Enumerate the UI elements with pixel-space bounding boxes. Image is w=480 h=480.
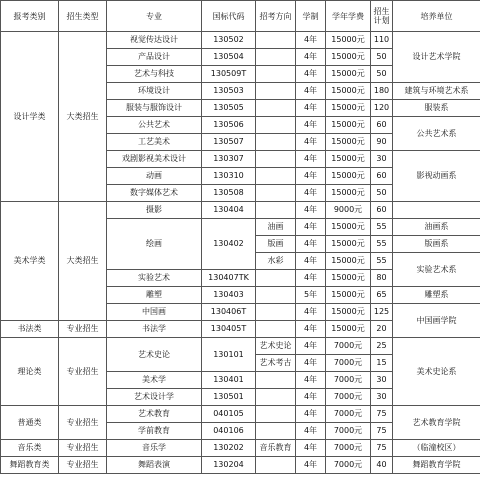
header-tuition: 学年学费 [326, 1, 371, 32]
direction-cell [256, 83, 296, 100]
tuition-cell: 15000元 [326, 287, 371, 304]
plan-cell: 60 [371, 117, 393, 134]
tuition-cell: 15000元 [326, 100, 371, 117]
direction-cell [256, 66, 296, 83]
major-cell: 美术学 [107, 372, 202, 389]
major-cell: 绘画 [107, 219, 202, 270]
tuition-cell: 7000元 [326, 372, 371, 389]
unit-cell: 服装系 [393, 100, 480, 117]
unit-cell: 实验艺术系 [393, 253, 480, 287]
tuition-cell: 15000元 [326, 321, 371, 338]
duration-cell: 4年 [296, 406, 326, 423]
plan-cell: 55 [371, 253, 393, 270]
code-cell: 130101 [202, 338, 256, 372]
plan-cell: 90 [371, 134, 393, 151]
plan-cell: 80 [371, 270, 393, 287]
enroll-type-cell: 专业招生 [59, 406, 107, 440]
code-cell: 130501 [202, 389, 256, 406]
plan-cell: 75 [371, 406, 393, 423]
direction-cell [256, 100, 296, 117]
plan-cell: 30 [371, 372, 393, 389]
enroll-type-cell: 专业招生 [59, 440, 107, 457]
tuition-cell: 7000元 [326, 338, 371, 355]
direction-cell [256, 185, 296, 202]
plan-cell: 180 [371, 83, 393, 100]
duration-cell: 4年 [296, 117, 326, 134]
major-cell: 戏剧影视美术设计 [107, 151, 202, 168]
plan-cell: 75 [371, 423, 393, 440]
code-cell: 130401 [202, 372, 256, 389]
duration-cell: 4年 [296, 66, 326, 83]
table-row [1, 457, 480, 474]
group-calligraphy: 书法类 [1, 321, 59, 338]
major-cell: 中国画 [107, 304, 202, 321]
direction-cell [256, 457, 296, 474]
group-dance: 舞蹈教育类 [1, 457, 59, 474]
direction-cell [256, 117, 296, 134]
code-cell: 130508 [202, 185, 256, 202]
tuition-cell: 9000元 [326, 202, 371, 219]
table-row [1, 32, 480, 49]
code-cell: 130509T [202, 66, 256, 83]
major-cell: 学前教育 [107, 423, 202, 440]
major-cell: 雕塑 [107, 287, 202, 304]
duration-cell: 4年 [296, 304, 326, 321]
tuition-cell: 15000元 [326, 151, 371, 168]
plan-cell: 110 [371, 32, 393, 49]
duration-cell: 4年 [296, 338, 326, 355]
plan-cell: 20 [371, 321, 393, 338]
major-cell: 动画 [107, 168, 202, 185]
header-category: 报考类别 [1, 1, 59, 32]
code-cell: 130504 [202, 49, 256, 66]
duration-cell: 4年 [296, 236, 326, 253]
code-cell: 130405T [202, 321, 256, 338]
plan-cell: 50 [371, 185, 393, 202]
plan-cell: 120 [371, 100, 393, 117]
table-row [1, 440, 480, 457]
enroll-type-cell: 大类招生 [59, 202, 107, 321]
direction-cell [256, 202, 296, 219]
tuition-cell: 15000元 [326, 270, 371, 287]
tuition-cell: 7000元 [326, 406, 371, 423]
code-cell: 130407TK [202, 270, 256, 287]
group-fine-arts: 美术学类 [1, 202, 59, 321]
plan-cell: 60 [371, 168, 393, 185]
major-cell: 实验艺术 [107, 270, 202, 287]
unit-cell: 影视动画系 [393, 151, 480, 202]
tuition-cell: 15000元 [326, 185, 371, 202]
plan-cell: 65 [371, 287, 393, 304]
tuition-cell: 15000元 [326, 219, 371, 236]
unit-cell: 公共艺术系 [393, 117, 480, 151]
code-cell: 040105 [202, 406, 256, 423]
group-general: 普通类 [1, 406, 59, 440]
duration-cell: 4年 [296, 32, 326, 49]
duration-cell: 4年 [296, 49, 326, 66]
plan-cell: 30 [371, 389, 393, 406]
unit-cell: 设计艺术学院 [393, 32, 480, 83]
table-row [1, 406, 480, 423]
code-cell: 130502 [202, 32, 256, 49]
unit-cell: 美术史论系 [393, 338, 480, 406]
plan-cell: 55 [371, 219, 393, 236]
duration-cell: 4年 [296, 355, 326, 372]
tuition-cell: 15000元 [326, 304, 371, 321]
group-music: 音乐类 [1, 440, 59, 457]
plan-cell: 30 [371, 151, 393, 168]
code-cell: 130505 [202, 100, 256, 117]
code-cell: 130503 [202, 83, 256, 100]
duration-cell: 4年 [296, 321, 326, 338]
header-code: 国标代码 [202, 1, 256, 32]
code-cell: 130507 [202, 134, 256, 151]
unit-cell: 中国画学院 [393, 304, 480, 338]
unit-cell [393, 202, 480, 219]
unit-cell: 油画系 [393, 219, 480, 236]
group-theory: 理论类 [1, 338, 59, 406]
header-major: 专业 [107, 1, 202, 32]
duration-cell: 4年 [296, 372, 326, 389]
table-row [1, 338, 480, 355]
major-cell: 视觉传达设计 [107, 32, 202, 49]
tuition-cell: 7000元 [326, 457, 371, 474]
tuition-cell: 15000元 [326, 134, 371, 151]
group-design: 设计学类 [1, 32, 59, 202]
major-cell: 数字媒体艺术 [107, 185, 202, 202]
major-cell: 公共艺术 [107, 117, 202, 134]
header-enroll-type: 招生类型 [59, 1, 107, 32]
code-cell: 130310 [202, 168, 256, 185]
enroll-type-cell: 大类招生 [59, 32, 107, 202]
header-duration: 学制 [296, 1, 326, 32]
tuition-cell: 15000元 [326, 49, 371, 66]
duration-cell: 4年 [296, 219, 326, 236]
code-cell: 130204 [202, 457, 256, 474]
tuition-cell: 15000元 [326, 253, 371, 270]
plan-cell: 25 [371, 338, 393, 355]
code-cell: 130202 [202, 440, 256, 457]
major-cell: 工艺美术 [107, 134, 202, 151]
enroll-type-cell: 专业招生 [59, 338, 107, 406]
tuition-cell: 15000元 [326, 32, 371, 49]
tuition-cell: 15000元 [326, 168, 371, 185]
direction-cell [256, 151, 296, 168]
direction-cell [256, 134, 296, 151]
code-cell: 130404 [202, 202, 256, 219]
direction-cell [256, 372, 296, 389]
duration-cell: 4年 [296, 202, 326, 219]
unit-cell: 版画系 [393, 236, 480, 253]
code-cell: 130506 [202, 117, 256, 134]
tuition-cell: 7000元 [326, 423, 371, 440]
direction-cell [256, 321, 296, 338]
header-row [1, 1, 480, 32]
direction-cell [256, 49, 296, 66]
plan-cell: 75 [371, 440, 393, 457]
direction-cell [256, 168, 296, 185]
plan-cell: 60 [371, 202, 393, 219]
duration-cell: 4年 [296, 423, 326, 440]
header-plan: 招生计划 [371, 1, 393, 32]
duration-cell: 5年 [296, 287, 326, 304]
duration-cell: 4年 [296, 389, 326, 406]
plan-cell: 50 [371, 49, 393, 66]
direction-cell: 版画 [256, 236, 296, 253]
major-cell: 艺术史论 [107, 338, 202, 372]
unit-cell: 建筑与环境艺术系 [393, 83, 480, 100]
direction-cell [256, 304, 296, 321]
major-cell: 艺术与科技 [107, 66, 202, 83]
major-cell: 音乐学 [107, 440, 202, 457]
plan-cell: 50 [371, 66, 393, 83]
major-cell: 舞蹈表演 [107, 457, 202, 474]
direction-cell: 艺术史论 [256, 338, 296, 355]
unit-cell: 舞蹈教育学院 [393, 457, 480, 474]
code-cell: 130406T [202, 304, 256, 321]
duration-cell: 4年 [296, 168, 326, 185]
direction-cell: 音乐教育 [256, 440, 296, 457]
major-cell: 艺术设计学 [107, 389, 202, 406]
tuition-cell: 7000元 [326, 389, 371, 406]
header-direction: 招考方向 [256, 1, 296, 32]
direction-cell [256, 287, 296, 304]
enroll-type-cell: 专业招生 [59, 321, 107, 338]
duration-cell: 4年 [296, 100, 326, 117]
direction-cell: 水彩 [256, 253, 296, 270]
unit-cell: 雕塑系 [393, 287, 480, 304]
enroll-type-cell: 专业招生 [59, 457, 107, 474]
plan-cell: 40 [371, 457, 393, 474]
duration-cell: 4年 [296, 151, 326, 168]
direction-cell: 油画 [256, 219, 296, 236]
plan-cell: 15 [371, 355, 393, 372]
direction-cell [256, 270, 296, 287]
tuition-cell: 7000元 [326, 355, 371, 372]
duration-cell: 4年 [296, 270, 326, 287]
duration-cell: 4年 [296, 83, 326, 100]
major-cell: 服装与服饰设计 [107, 100, 202, 117]
duration-cell: 4年 [296, 134, 326, 151]
duration-cell: 4年 [296, 440, 326, 457]
tuition-cell: 15000元 [326, 66, 371, 83]
code-cell: 130402 [202, 219, 256, 270]
major-cell: 摄影 [107, 202, 202, 219]
direction-cell [256, 32, 296, 49]
duration-cell: 4年 [296, 185, 326, 202]
direction-cell [256, 423, 296, 440]
major-cell: 产品设计 [107, 49, 202, 66]
plan-cell: 125 [371, 304, 393, 321]
major-cell: 环境设计 [107, 83, 202, 100]
table-row [1, 202, 480, 219]
major-cell: 书法学 [107, 321, 202, 338]
plan-cell: 55 [371, 236, 393, 253]
unit-cell: 艺术教育学院 [393, 406, 480, 440]
code-cell: 130307 [202, 151, 256, 168]
header-unit: 培养单位 [393, 1, 480, 32]
tuition-cell: 15000元 [326, 236, 371, 253]
direction-cell: 艺术考古 [256, 355, 296, 372]
tuition-cell: 15000元 [326, 83, 371, 100]
duration-cell: 4年 [296, 253, 326, 270]
duration-cell: 4年 [296, 457, 326, 474]
direction-cell [256, 406, 296, 423]
direction-cell [256, 389, 296, 406]
tuition-cell: 7000元 [326, 440, 371, 457]
major-cell: 艺术教育 [107, 406, 202, 423]
tuition-cell: 15000元 [326, 117, 371, 134]
code-cell: 040106 [202, 423, 256, 440]
unit-cell: （临潼校区） [393, 440, 480, 457]
code-cell: 130403 [202, 287, 256, 304]
